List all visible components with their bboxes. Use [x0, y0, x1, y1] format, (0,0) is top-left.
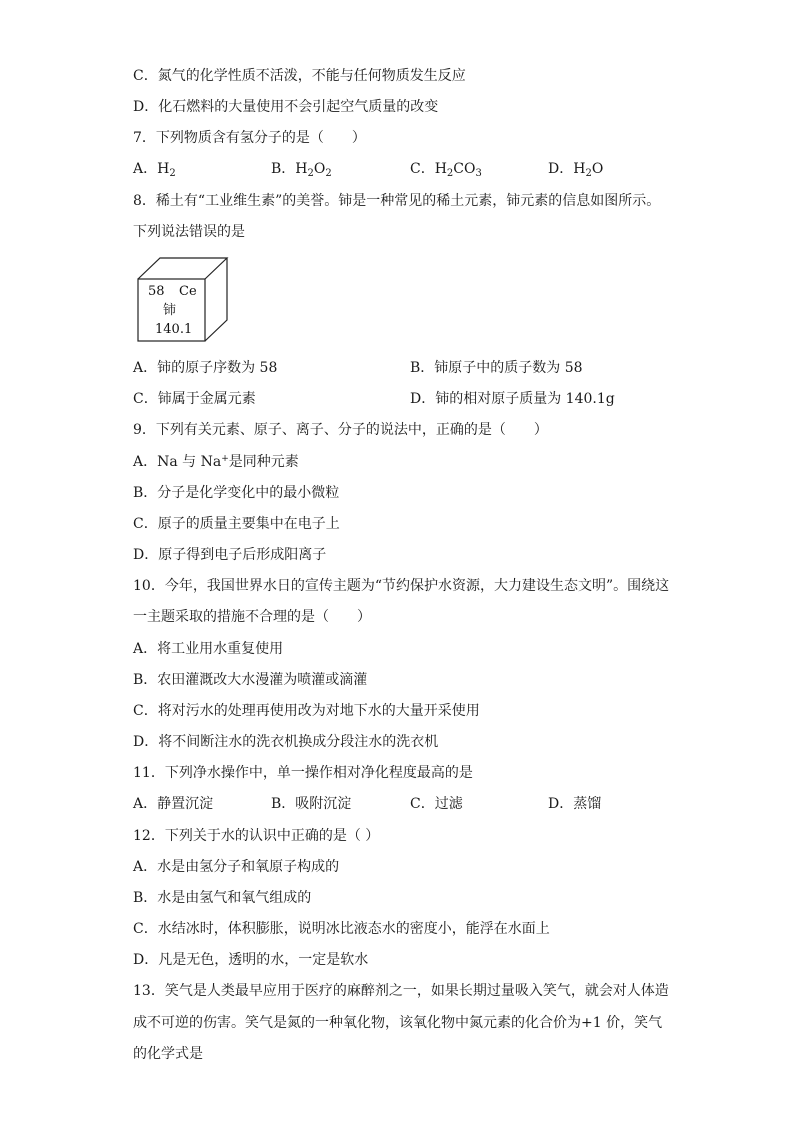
- element-symbol: Ce: [179, 284, 197, 299]
- q7-option-b: B．$H_2O_2$: [271, 161, 332, 179]
- q8-option-c: C．铈属于金属元素: [133, 391, 256, 407]
- q6-option-d: D．化石燃料的大量使用不会引起空气质量的改变: [133, 99, 439, 115]
- q7-option-d: D．$H_2O$: [548, 161, 604, 179]
- element-mass: 140.1: [155, 322, 193, 337]
- q12-option-b: B．水是由氢气和氧气组成的: [133, 890, 312, 906]
- q8-option-a: A．铈的原子序数为 58: [133, 360, 278, 376]
- q9-option-b: B．分子是化学变化中的最小微粒: [133, 485, 340, 501]
- q7-stem: 7．下列物质含有氢分子的是（ ）: [133, 130, 366, 146]
- q8-option-b: B．铈原子中的质子数为 58: [410, 360, 583, 376]
- q9-option-a: A．Na 与 Na+是同种元素: [133, 454, 299, 470]
- q12-option-a: A．水是由氢分子和氧原子构成的: [133, 859, 340, 875]
- q10-option-a: A．将工业用水重复使用: [133, 641, 284, 657]
- q6-option-c: C．氮气的化学性质不活泼，不能与任何物质发生反应: [133, 68, 466, 84]
- q8-option-d: D．铈的相对原子质量为 140.1g: [410, 391, 615, 407]
- q9-option-c: C．原子的质量主要集中在电子上: [133, 516, 340, 532]
- element-name: 铈: [163, 303, 177, 318]
- q12-option-d: D．凡是无色，透明的水，一定是软水: [133, 952, 369, 968]
- q11-option-b: B．吸附沉淀: [271, 796, 352, 812]
- q8-stem-line1: 8．稀土有“工业维生素”的美誉。铈是一种常见的稀土元素，铈元素的信息如图所示。: [133, 193, 661, 209]
- q12-stem: 12．下列关于水的认识中正确的是（ ）: [133, 828, 380, 844]
- q8-stem-line2: 下列说法错误的是: [133, 224, 245, 240]
- q13-stem-line3: 的化学式是: [133, 1046, 203, 1062]
- q10-stem-line1: 10．今年，我国世界水日的宣传主题为“节约保护水资源，大力建设生态文明”。围绕这: [133, 578, 670, 594]
- q13-stem-line2: 成不可逆的伤害。笑气是氮的一种氧化物，该氧化物中氮元素的化合价为+1 价，笑气: [133, 1015, 663, 1031]
- element-cube-figure: [135, 256, 230, 344]
- q12-option-c: C．水结冰时，体积膨胀，说明冰比液态水的密度小，能浮在水面上: [133, 921, 550, 937]
- q7-option-c: C．$H_2CO_3$: [410, 161, 482, 179]
- element-atomic-number: 58: [148, 284, 165, 299]
- q10-option-d: D．将不间断注水的洗衣机换成分段注水的洗衣机: [133, 734, 439, 750]
- q7-option-a: A．$H_2$: [133, 161, 176, 179]
- q9-option-d: D．原子得到电子后形成阳离子: [133, 547, 327, 563]
- q13-stem-line1: 13．笑气是人类最早应用于医疗的麻醉剂之一，如果长期过量吸入笑气，就会对人体造: [133, 983, 669, 999]
- q10-option-c: C．将对污水的处理再使用改为对地下水的大量开采使用: [133, 703, 480, 719]
- q9-stem: 9．下列有关元素、原子、离子、分子的说法中，正确的是（ ）: [133, 422, 548, 438]
- q10-stem-line2: 一主题采取的措施不合理的是（ ）: [133, 609, 371, 625]
- q11-option-c: C．过滤: [410, 796, 463, 812]
- q11-stem: 11．下列净水操作中，单一操作相对净化程度最高的是: [133, 765, 473, 781]
- q10-option-b: B．农田灌溉改大水漫灌为喷灌或滴灌: [133, 672, 368, 688]
- q11-option-a: A．静置沉淀: [133, 796, 214, 812]
- q11-option-d: D．蒸馏: [548, 796, 602, 812]
